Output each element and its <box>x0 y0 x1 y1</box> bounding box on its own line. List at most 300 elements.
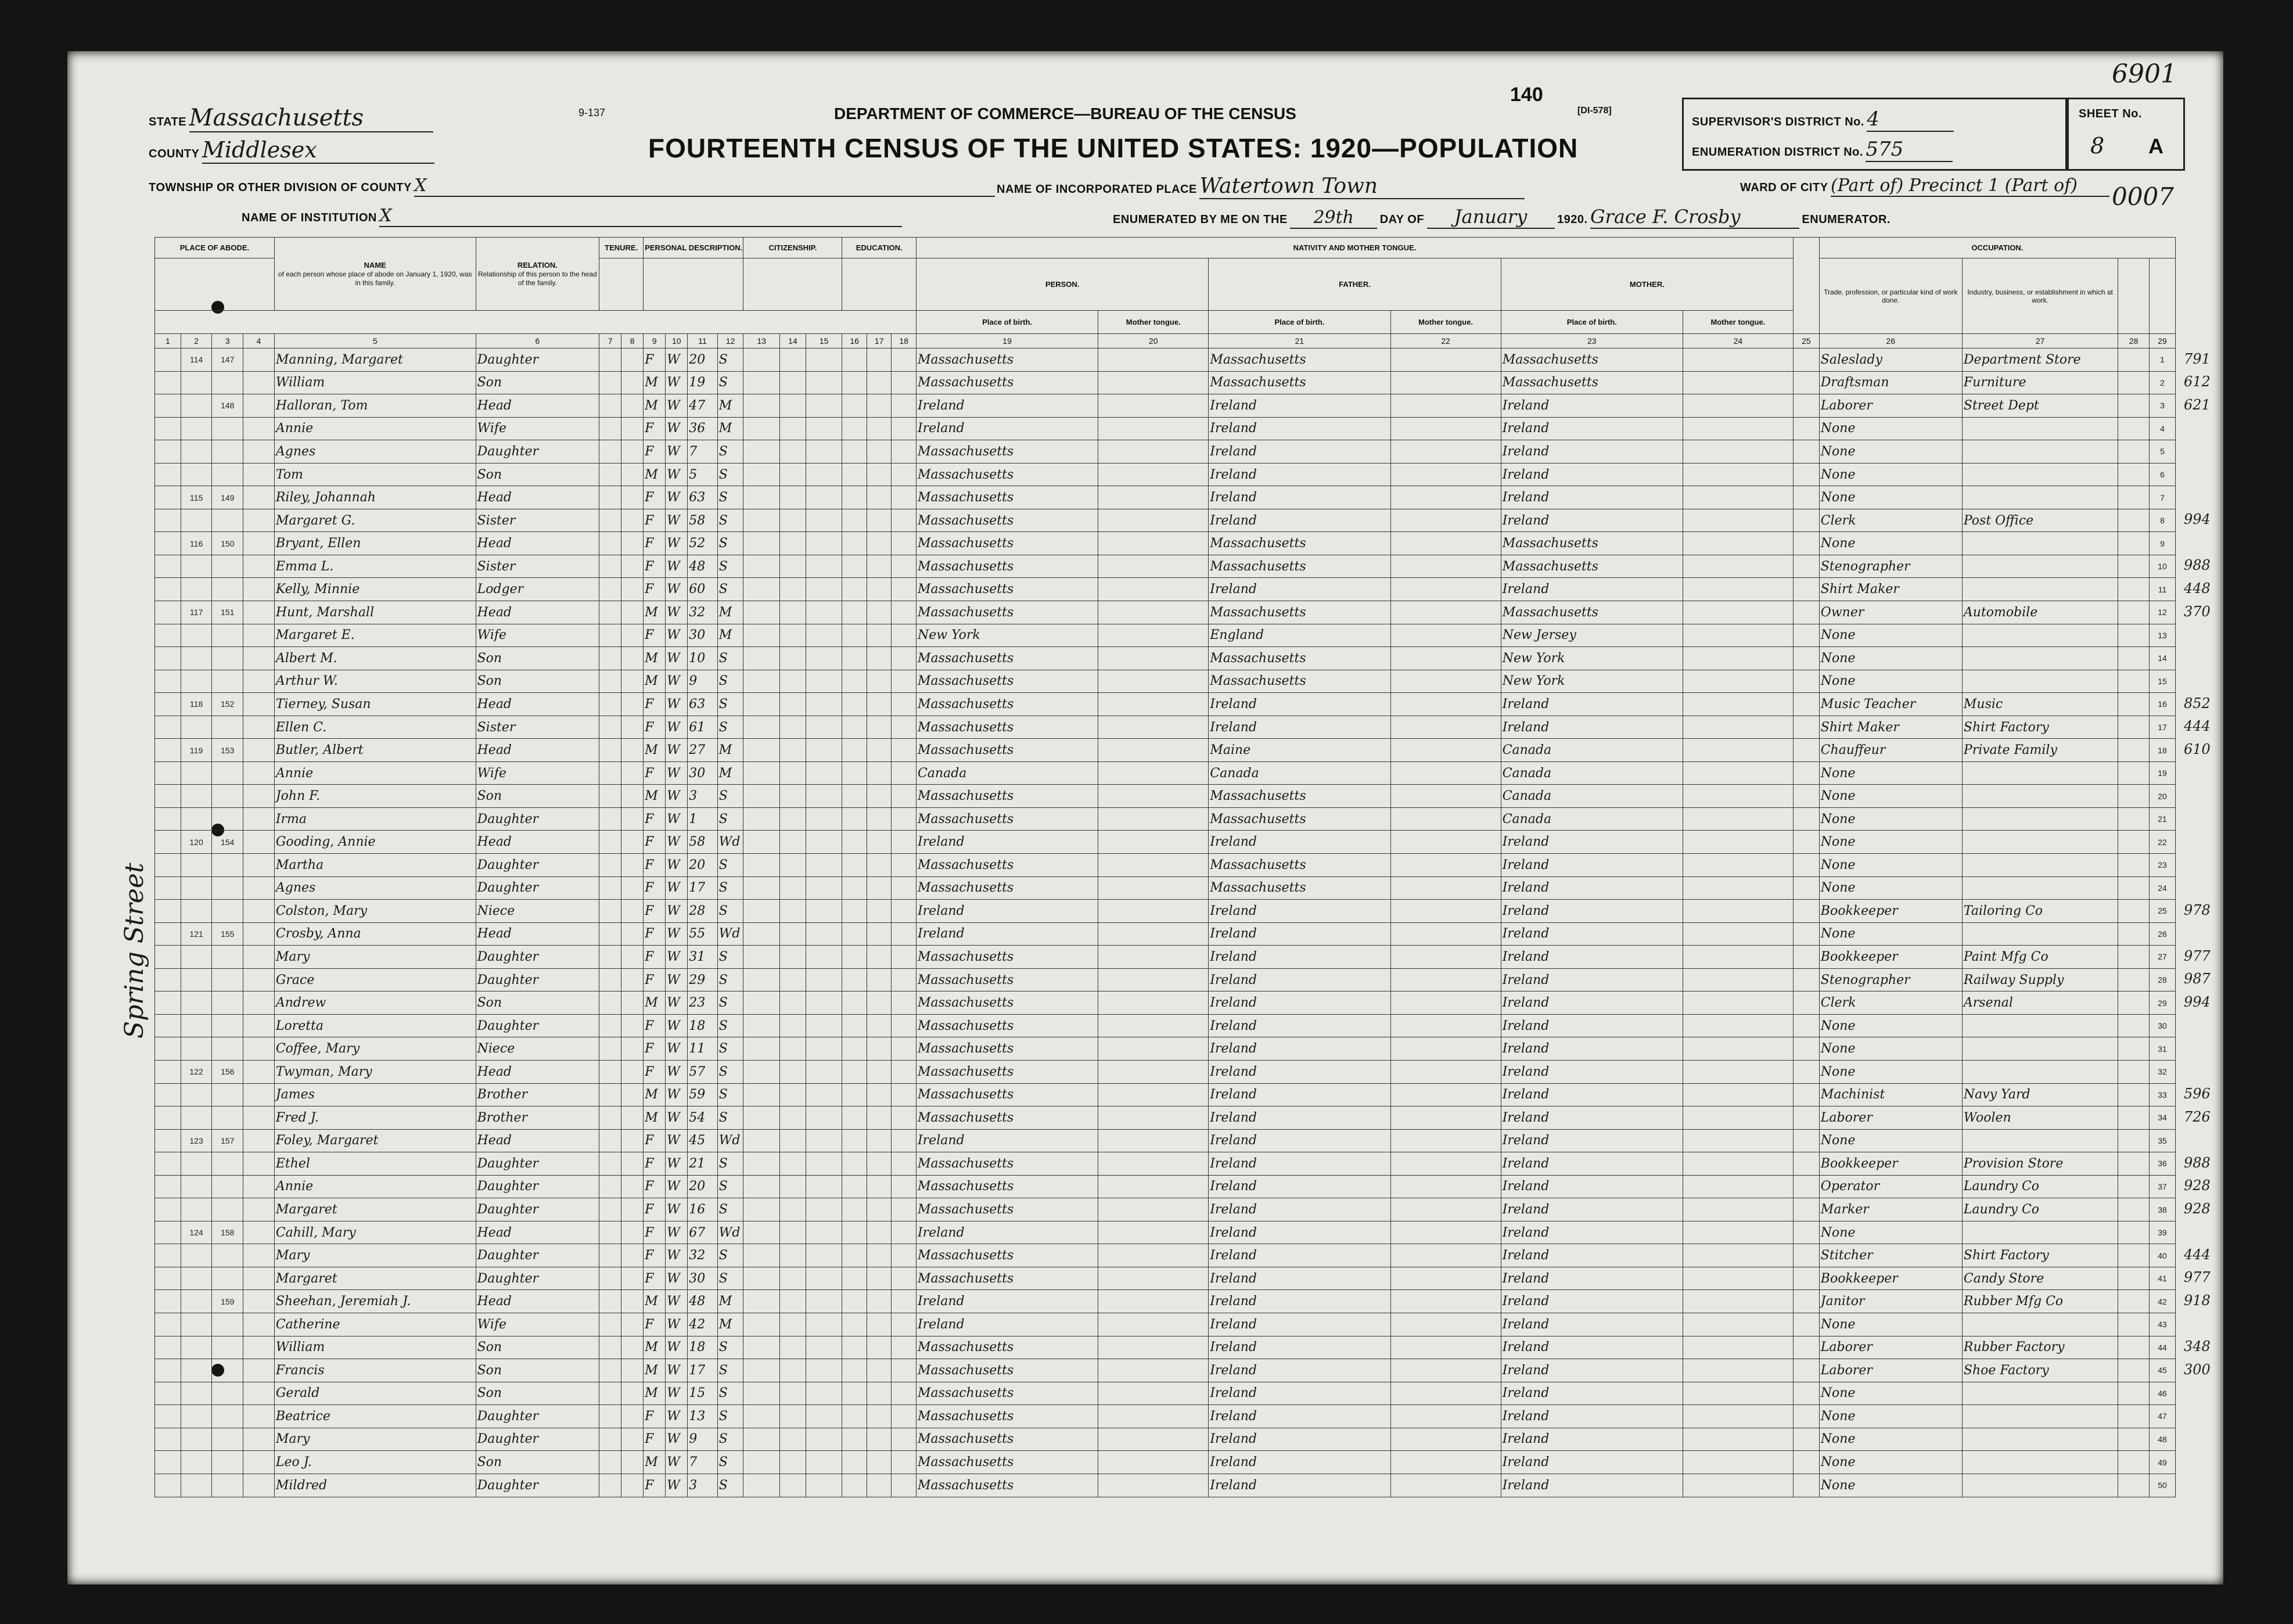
write <box>892 1382 917 1405</box>
naturalized <box>780 761 806 785</box>
race: W <box>666 761 688 785</box>
family-number <box>212 900 243 923</box>
speaks-english <box>1794 394 1820 418</box>
school <box>842 1267 867 1290</box>
occupation: Stitcher <box>1819 1244 1962 1267</box>
school <box>842 1359 867 1382</box>
family-number <box>212 1359 243 1382</box>
mortgage-cell <box>621 1290 644 1313</box>
blank-cell <box>243 1244 275 1267</box>
person-name: Crosby, Anna <box>274 922 476 946</box>
mortgage-cell <box>621 1129 644 1152</box>
employer-class <box>2118 807 2150 831</box>
table-row <box>155 555 2176 578</box>
mortgage-cell <box>621 716 644 739</box>
mother-birthplace: Ireland <box>1501 1474 1683 1497</box>
occupation-code: 726 <box>2184 1108 2211 1125</box>
sex: F <box>644 1175 666 1198</box>
person-name: Annie <box>274 761 476 785</box>
industry: Woolen <box>1962 1106 2118 1130</box>
naturalized <box>780 601 806 624</box>
mortgage-cell <box>621 1106 644 1130</box>
father-tongue <box>1390 946 1501 969</box>
marital-status: M <box>717 601 743 624</box>
birthplace: Massachusetts <box>916 1037 1098 1061</box>
speaks-english <box>1794 1198 1820 1221</box>
line-number: 32 <box>2150 1060 2176 1083</box>
race: W <box>666 968 688 991</box>
school <box>842 1382 867 1405</box>
birthplace: Ireland <box>916 1290 1098 1313</box>
family-number <box>212 1336 243 1359</box>
race: W <box>666 348 688 372</box>
line-number: 48 <box>2150 1428 2176 1451</box>
blank-cell <box>243 555 275 578</box>
column-number: 29 <box>2150 334 2176 348</box>
table-row <box>155 1152 2176 1176</box>
speaks-english <box>1794 1267 1820 1290</box>
blank-cell <box>243 509 275 532</box>
speaks-english <box>1794 532 1820 555</box>
occupation-code: 988 <box>2184 1154 2211 1171</box>
table-row <box>155 761 2176 785</box>
naturalized <box>780 394 806 418</box>
mother-mother-tongue <box>1683 1129 1793 1152</box>
tenure-cell <box>599 1451 621 1474</box>
employer-class <box>2118 394 2150 418</box>
read <box>867 440 892 464</box>
relation: Daughter <box>476 440 599 464</box>
sex: F <box>644 1152 666 1176</box>
person-name: Grace <box>274 968 476 991</box>
table-row <box>155 647 2176 670</box>
race: W <box>666 1244 688 1267</box>
street-cell <box>155 417 181 440</box>
industry: Navy Yard <box>1962 1083 2118 1106</box>
column-numbers-row <box>155 334 2176 348</box>
race: W <box>666 1290 688 1313</box>
occupation: None <box>1819 440 1962 464</box>
blank-cell <box>243 1152 275 1176</box>
write <box>892 371 917 394</box>
mother-birthplace: Ireland <box>1501 1014 1683 1037</box>
abode-sub <box>155 258 275 311</box>
column-number: 19 <box>916 334 1098 348</box>
tenure-sub <box>599 258 644 311</box>
birthplace: Massachusetts <box>916 1451 1098 1474</box>
township-line <box>149 175 995 197</box>
mortgage-cell <box>621 1405 644 1428</box>
mother-tongue <box>1098 1152 1209 1176</box>
occupation: None <box>1819 1405 1962 1428</box>
occupation: None <box>1819 876 1962 900</box>
tenure-cell <box>599 1037 621 1061</box>
father-birthplace: Ireland <box>1209 1152 1390 1176</box>
street-cell <box>155 440 181 464</box>
occupation-code: 918 <box>2184 1292 2211 1309</box>
father-tongue <box>1390 854 1501 877</box>
column-number: 24 <box>1683 334 1793 348</box>
immigration-year <box>743 371 780 394</box>
mother-tongue <box>1098 739 1209 762</box>
column-number: 10 <box>666 334 688 348</box>
marital-status: S <box>717 1060 743 1083</box>
family-number <box>212 1474 243 1497</box>
mother-tongue <box>1098 1313 1209 1336</box>
column-number: 9 <box>644 334 666 348</box>
occupation: None <box>1819 1428 1962 1451</box>
race: W <box>666 1060 688 1083</box>
mother-birthplace: Ireland <box>1501 991 1683 1015</box>
age: 63 <box>688 486 717 509</box>
dwelling-number <box>181 1405 212 1428</box>
relation: Daughter <box>476 1405 599 1428</box>
naturalization-year <box>806 1198 842 1221</box>
occupation: None <box>1819 486 1962 509</box>
street-cell <box>155 1221 181 1244</box>
race: W <box>666 463 688 486</box>
father-tongue <box>1390 1175 1501 1198</box>
mortgage-cell <box>621 601 644 624</box>
school <box>842 968 867 991</box>
immigration-year <box>743 854 780 877</box>
occupation-code: 977 <box>2184 1269 2211 1286</box>
read <box>867 647 892 670</box>
immigration-year <box>743 1336 780 1359</box>
immigration-year <box>743 624 780 647</box>
employer-class <box>2118 739 2150 762</box>
family-number <box>212 716 243 739</box>
immigration-year <box>743 1060 780 1083</box>
speaks-english <box>1794 1428 1820 1451</box>
street-name-margin: Spring Street <box>120 863 149 1039</box>
mortgage-cell <box>621 1382 644 1405</box>
state-label: STATE <box>149 116 187 128</box>
relation: Son <box>476 647 599 670</box>
race: W <box>666 394 688 418</box>
table-row <box>155 394 2176 418</box>
blank-cell <box>243 1428 275 1451</box>
marital-status: S <box>717 785 743 808</box>
mother-birthplace: Ireland <box>1501 463 1683 486</box>
father-birthplace: Ireland <box>1209 463 1390 486</box>
father-birthplace: Ireland <box>1209 509 1390 532</box>
naturalization-year <box>806 463 842 486</box>
occ-industry-header: Industry, business, or establishment in which at work. <box>1962 258 2118 334</box>
relation: Wife <box>476 761 599 785</box>
mother-tongue <box>1098 440 1209 464</box>
occupation: Marker <box>1819 1198 1962 1221</box>
column-number: 25 <box>1794 334 1820 348</box>
write <box>892 509 917 532</box>
read <box>867 831 892 854</box>
speaks-english <box>1794 1129 1820 1152</box>
street-cell <box>155 670 181 693</box>
occupation: None <box>1819 854 1962 877</box>
street-cell <box>155 1083 181 1106</box>
blank-cell <box>243 647 275 670</box>
father-tongue <box>1390 716 1501 739</box>
mother-birthplace: Ireland <box>1501 440 1683 464</box>
dwelling-number <box>181 417 212 440</box>
person-name: Mildred <box>274 1474 476 1497</box>
industry <box>1962 1474 2118 1497</box>
industry: Laundry Co <box>1962 1175 2118 1198</box>
line-number: 23 <box>2150 854 2176 877</box>
line-number: 41 <box>2150 1267 2176 1290</box>
person-name: John F. <box>274 785 476 808</box>
column-number: 5 <box>274 334 476 348</box>
col-english <box>1794 238 1820 334</box>
line-number: 42 <box>2150 1290 2176 1313</box>
read <box>867 807 892 831</box>
immigration-year <box>743 509 780 532</box>
occ-trade-header: Trade, profession, or particular kind of work done. <box>1819 258 1962 334</box>
father-birthplace: Ireland <box>1209 1037 1390 1061</box>
immigration-year <box>743 555 780 578</box>
race: W <box>666 991 688 1015</box>
occupation-code: 978 <box>2184 901 2211 918</box>
speaks-english <box>1794 1405 1820 1428</box>
person-group: PERSON. <box>916 258 1208 311</box>
father-tongue <box>1390 348 1501 372</box>
race: W <box>666 670 688 693</box>
family-number: 158 <box>212 1221 243 1244</box>
dwelling-number <box>181 1152 212 1176</box>
employer-class <box>2118 1198 2150 1221</box>
mother-mother-tongue <box>1683 785 1793 808</box>
read <box>867 532 892 555</box>
family-number <box>212 1175 243 1198</box>
mother-birthplace: Ireland <box>1501 716 1683 739</box>
school <box>842 1313 867 1336</box>
naturalized <box>780 463 806 486</box>
school <box>842 1037 867 1061</box>
mother-birthplace: New Jersey <box>1501 624 1683 647</box>
speaks-english <box>1794 854 1820 877</box>
mother-birthplace: Ireland <box>1501 693 1683 716</box>
write <box>892 1405 917 1428</box>
race: W <box>666 509 688 532</box>
column-number: 26 <box>1819 334 1962 348</box>
street-cell <box>155 991 181 1015</box>
mother-tongue <box>1098 647 1209 670</box>
mother-tongue <box>1098 417 1209 440</box>
age: 42 <box>688 1313 717 1336</box>
write <box>892 761 917 785</box>
read <box>867 1129 892 1152</box>
industry <box>1962 1405 2118 1428</box>
industry: Music <box>1962 693 2118 716</box>
tenure-cell <box>599 601 621 624</box>
mortgage-cell <box>621 578 644 601</box>
tenure-cell <box>599 532 621 555</box>
mother-birthplace: Massachusetts <box>1501 371 1683 394</box>
line-number: 9 <box>2150 532 2176 555</box>
person-name: Irma <box>274 807 476 831</box>
sheet-value: 8 <box>2090 133 2105 159</box>
family-number: 157 <box>212 1129 243 1152</box>
father-tongue <box>1390 1428 1501 1451</box>
employer-class <box>2118 1060 2150 1083</box>
form-number: 9-137 <box>578 107 606 118</box>
mother-mother-tongue <box>1683 394 1793 418</box>
birthplace: Massachusetts <box>916 1405 1098 1428</box>
speaks-english <box>1794 693 1820 716</box>
write <box>892 532 917 555</box>
street-cell <box>155 348 181 372</box>
mother-tongue <box>1098 854 1209 877</box>
mother-mother-tongue <box>1683 578 1793 601</box>
speaks-english <box>1794 807 1820 831</box>
family-number: 147 <box>212 348 243 372</box>
mortgage-cell <box>621 532 644 555</box>
birthplace: Ireland <box>916 831 1098 854</box>
father-tongue <box>1390 1106 1501 1130</box>
street-cell <box>155 1060 181 1083</box>
mother-tongue <box>1098 1451 1209 1474</box>
write <box>892 807 917 831</box>
naturalized <box>780 991 806 1015</box>
mother-tongue <box>1098 1060 1209 1083</box>
mother-birthplace: Massachusetts <box>1501 348 1683 372</box>
age: 18 <box>688 1014 717 1037</box>
department-title: DEPARTMENT OF COMMERCE—BUREAU OF THE CENSUS <box>834 105 1296 123</box>
age: 30 <box>688 1267 717 1290</box>
dwelling-number <box>181 578 212 601</box>
tenure-cell <box>599 1175 621 1198</box>
mother-tongue <box>1098 1175 1209 1198</box>
person-name: Ethel <box>274 1152 476 1176</box>
race: W <box>666 922 688 946</box>
birthplace: Massachusetts <box>916 876 1098 900</box>
marital-status: S <box>717 670 743 693</box>
father-tongue <box>1390 624 1501 647</box>
enumeration-line <box>1692 138 1953 162</box>
naturalization-year <box>806 1129 842 1152</box>
table-row <box>155 486 2176 509</box>
father-birthplace: Ireland <box>1209 1060 1390 1083</box>
read <box>867 876 892 900</box>
father-birthplace: Ireland <box>1209 394 1390 418</box>
ward-value: (Part of) Precinct 1 (Part of) <box>1831 175 2109 197</box>
occupation: None <box>1819 1014 1962 1037</box>
read <box>867 1037 892 1061</box>
father-tongue <box>1390 670 1501 693</box>
family-number <box>212 1014 243 1037</box>
school <box>842 1060 867 1083</box>
race: W <box>666 807 688 831</box>
dwelling-number <box>181 991 212 1015</box>
race: W <box>666 693 688 716</box>
dwelling-number <box>181 509 212 532</box>
immigration-year <box>743 739 780 762</box>
occupation-code: 852 <box>2184 695 2211 712</box>
mother-tongue <box>1098 1244 1209 1267</box>
table-row <box>155 417 2176 440</box>
industry: Shirt Factory <box>1962 716 2118 739</box>
industry: Laundry Co <box>1962 1198 2118 1221</box>
father-birthplace: Massachusetts <box>1209 348 1390 372</box>
occupation-code: 791 <box>2184 350 2211 367</box>
father-birthplace: Ireland <box>1209 991 1390 1015</box>
naturalization-year <box>806 854 842 877</box>
family-number <box>212 1083 243 1106</box>
column-number: 23 <box>1501 334 1683 348</box>
tenure-cell <box>599 922 621 946</box>
mortgage-cell <box>621 670 644 693</box>
school <box>842 1221 867 1244</box>
father-tongue <box>1390 647 1501 670</box>
occupation: Laborer <box>1819 1359 1962 1382</box>
person-birthplace-header: Place of birth. <box>916 311 1098 334</box>
employer-class <box>2118 876 2150 900</box>
father-birthplace: Massachusetts <box>1209 371 1390 394</box>
read <box>867 348 892 372</box>
sex: M <box>644 463 666 486</box>
father-birthplace: Ireland <box>1209 1474 1390 1497</box>
dwelling-number <box>181 854 212 877</box>
race: W <box>666 876 688 900</box>
school <box>842 739 867 762</box>
write <box>892 1198 917 1221</box>
industry <box>1962 1060 2118 1083</box>
family-number <box>212 876 243 900</box>
father-tongue <box>1390 1221 1501 1244</box>
speaks-english <box>1794 922 1820 946</box>
sex: F <box>644 1405 666 1428</box>
school <box>842 854 867 877</box>
read <box>867 1083 892 1106</box>
father-birthplace: Ireland <box>1209 1405 1390 1428</box>
mother-tongue <box>1098 876 1209 900</box>
mother-tongue <box>1098 1014 1209 1037</box>
mother-mother-tongue <box>1683 1428 1793 1451</box>
family-number <box>212 968 243 991</box>
industry: Candy Store <box>1962 1267 2118 1290</box>
tenure-cell <box>599 716 621 739</box>
birthplace: Massachusetts <box>916 1152 1098 1176</box>
industry: Rubber Factory <box>1962 1336 2118 1359</box>
mother-mother-tongue <box>1683 509 1793 532</box>
naturalization-year <box>806 486 842 509</box>
mother-mother-tongue <box>1683 716 1793 739</box>
person-name: Manning, Margaret <box>274 348 476 372</box>
group-nativity: NATIVITY AND MOTHER TONGUE. <box>916 238 1793 258</box>
speaks-english <box>1794 1060 1820 1083</box>
marital-status: S <box>717 1267 743 1290</box>
school <box>842 1198 867 1221</box>
marital-status: S <box>717 1106 743 1130</box>
relation: Sister <box>476 509 599 532</box>
tenure-cell <box>599 1106 621 1130</box>
dwelling-number: 124 <box>181 1221 212 1244</box>
relation: Head <box>476 532 599 555</box>
employer-class <box>2118 1405 2150 1428</box>
occupation-code: 977 <box>2184 947 2211 964</box>
read <box>867 968 892 991</box>
table-row <box>155 1106 2176 1130</box>
marital-status: M <box>717 739 743 762</box>
relation: Daughter <box>476 854 599 877</box>
line-number: 40 <box>2150 1244 2176 1267</box>
speaks-english <box>1794 624 1820 647</box>
mother-birthplace: Ireland <box>1501 394 1683 418</box>
father-tongue <box>1390 1451 1501 1474</box>
read <box>867 1152 892 1176</box>
naturalization-year <box>806 1474 842 1497</box>
race: W <box>666 1359 688 1382</box>
